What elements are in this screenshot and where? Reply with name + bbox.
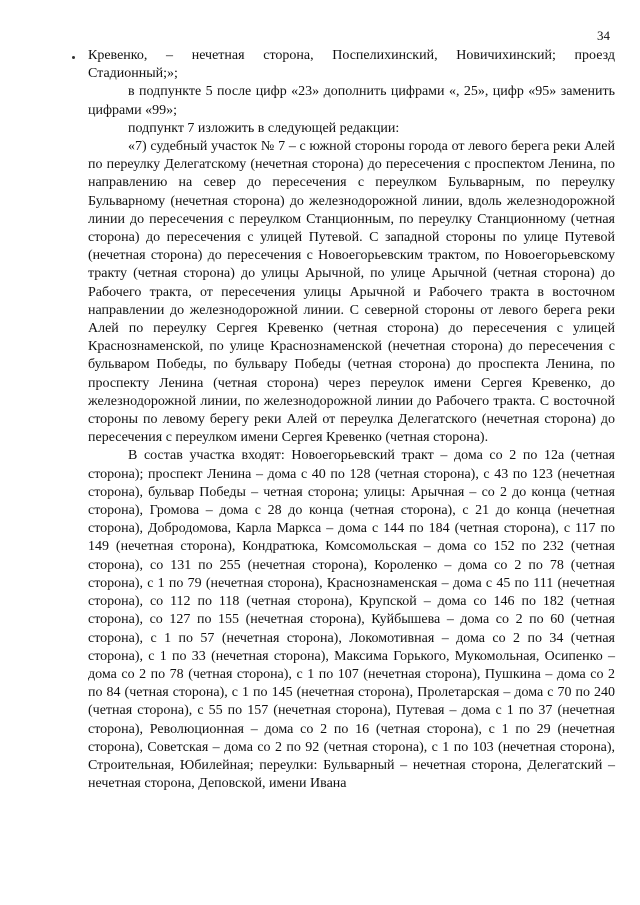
paragraph-street-list-end: Кревенко, – нечетная сторона, Поспелихинский, Новичихинский; проезд Стадионный;»; (88, 48, 615, 82)
paragraph-court-district-7-boundaries: «7) судебный участок № 7 – с южной стороны города от левого берега реки Алей по переулку Делегатскому (нечетная сторона) до пересечения с проспектом Ленина, по направлению на север до пересечения с переулком Бульварным, по переулку Бульварному (нечетная сторона) до железнодорожной линии, вдоль железнодорожной линии до пересечения с переулком Станционным, по переулку Станционному (четная сторона) до пересечения с улицей Путевой. С западной стороны по улице Путевой (нечетная сторона) до пересечения с Новоегорьевским трактом, по Новоегорьевскому тракту (четная сторона) до улицы Арычной, по улице Арычной (четная сторона) до Рабочего тракта, от пересечения улицы Арычной и Рабочего тракта в восточном направлении до железнодорожной линии. С северной стороны от левого берега реки Алей по переулку Сергея Кревенко (четная сторона) до пересечения с улицей Краснознаменской, по улице Краснознаменской (нечетная сторона) до пересечения с бульваром Победы, по бульвару Победы (четная сторона) до проспекта Ленина, по проспекту Ленина (четная сторона) через переулок имени Сергея Кревенко, до железнодорожной линии, по железнодорожной линии до Рабочего тракта. С восточной стороны по левому берегу реки Алей от переулка Делегатского (нечетная сторона) до пересечения с переулком имени Сергея Кревенко (четная сторона). (88, 139, 615, 446)
paragraph-subpoint-7-intro: подпункт 7 изложить в следующей редакции: (128, 120, 400, 136)
paragraph-district-composition: В состав участка входят: Новоегорьевский тракт – дома со 2 по 12а (четная сторона); проспект Ленина – дома с 40 по 128 (четная сторона), с 43 по 123 (нечетная сторона), бульвар Победы – четная сторона; улицы: Арычная – со 2 до конца (четная сторона), Громова – дома с 28 до конца (четная сторона), с 21 до конца (нечетная сторона), Добродомова, Карла Маркса – дома с 144 по 184 (четная сторона), с 117 по 149 (нечетная сторона), Кондратюка, Комсомольская – дома со 152 по 232 (четная сторона), со 131 по 255 (нечетная сторона), Короленко – дома со 2 по 78 (четная сторона), с 1 по 79 (нечетная сторона), Краснознаменская – дома с 45 по 111 (нечетная сторона), со 112 по 118 (четная сторона), Крупской – дома со 146 по 182 (четная сторона), со 127 по 155 (нечетная сторона), Куйбышева – дома со 2 по 60 (четная сторона), с 1 по 57 (нечетная сторона), Локомотивная – дома со 2 по 34 (четная сторона), с 1 по 33 (нечетная сторона), Максима Горького, Мукомольная, Осипенко – дома со 2 по 78 (четная сторона), с 1 по 107 (нечетная сторона), Пушкина – дома со 2 по 84 (четная сторона), с 1 по 145 (нечетная сторона), Пролетарская – дома с 70 по 240 (четная сторона), с 55 по 157 (нечетная сторона), Путевая – дома с 1 по 37 (нечетная сторона), Революционная – дома со 2 по 16 (четная сторона), с 1 по 29 (нечетная сторона), Советская – дома со 2 по 92 (четная сторона), с 1 по 103 (нечетная сторона), Строительная, Юбилейная; переулки: Бульварный – нечетная сторона, Делегатский – нечетная сторона, Деповской, имени Ивана (88, 448, 615, 792)
document-body (88, 47, 615, 793)
paragraph-subpoint-5-amendment: в подпункте 5 после цифр «23» дополнить цифрами «, 25», цифр «95» заменить цифрами «99»; (88, 84, 615, 118)
page-number: 34 (597, 28, 610, 43)
margin-mark (72, 56, 75, 59)
